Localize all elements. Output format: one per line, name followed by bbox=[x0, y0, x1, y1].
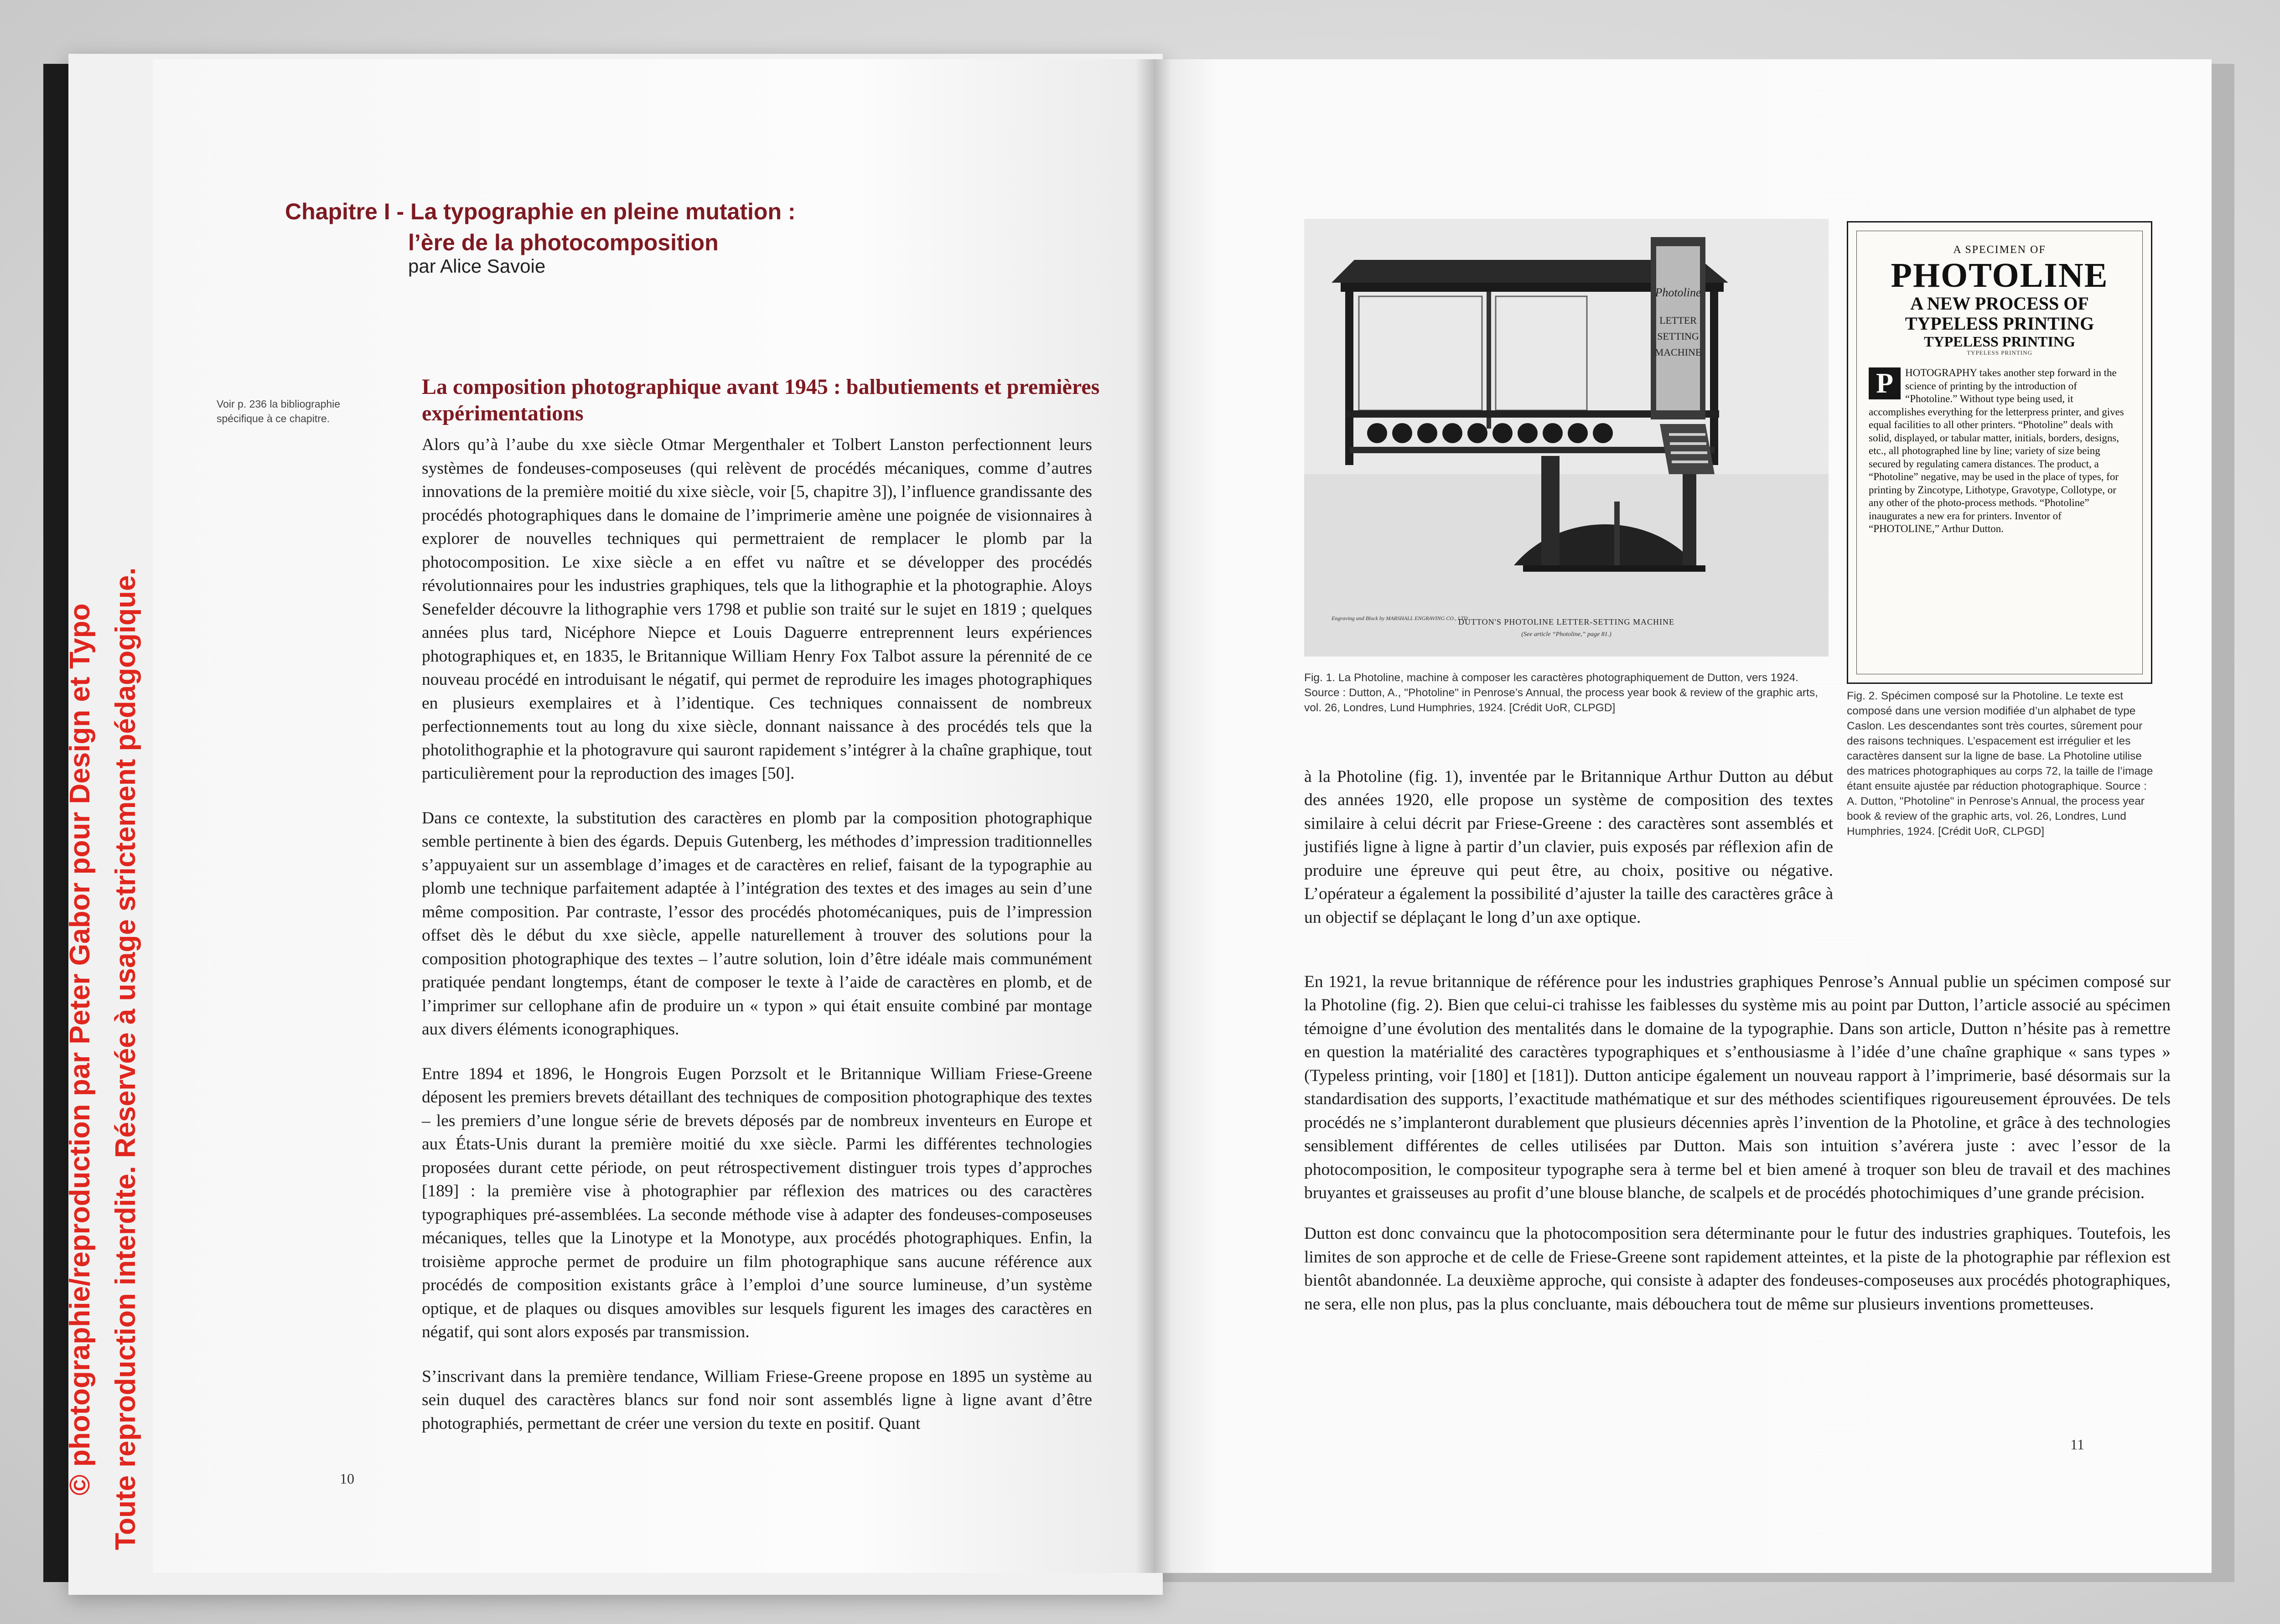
specimen-body-text: HOTOGRAPHY takes another step forward in the science of printing by the introduction of “Photoline.” Without type being used, it accomplishes everything for the letterpress printer, and gives equal facilities to all other printers. “Photoline” deals with solid, displayed, or tabular matter, initials, borders, designs, etc., all photographed line by line; variety of size being secured by regulating camera distances. The product, a “Photoline” negative, may be used in the place of types, for printing by Zincotype, Lithotype, Gravotype, Collotype, or any other of the photo-process methods. “Photoline” inaugurates a new era for printers. Inventor of “PHOTOLINE,” Arthur Dutton. bbox=[1869, 367, 2124, 534]
author: par Alice Savoie bbox=[408, 255, 546, 277]
figure-2-caption: Fig. 2. Spécimen composé sur la Photoline. Le texte est composé dans une version modifiée d’un alphabet de type Caslon. Les descendantes sont très courtes, sûrement pour des raisons techniques. L’espacement est irrégulier et les caractères dansent sur la ligne de base. La Photoline utilise des matrices photographiques au corps 72, la taille de l’image étant ensuite ajustée par réduction photographique. Source : A. Dutton, "Photoline" in Penrose’s Annual, the process year book & review of the graphic arts, vol. 26, Londres, Lund Humphries, 1924. [Crédit UoR, CLPGD] bbox=[1847, 690, 2153, 838]
paragraph: S’inscrivant dans la première tendance, William Friese-Greene propose en 1895 un système au sein duquel des caractères blancs sur fond noir sont assemblés ligne à ligne avant d’être photographiés, permettant de créer une version du texte en positif. Quant bbox=[422, 1367, 1092, 1433]
right-page bbox=[1154, 59, 2212, 1573]
specimen-frame bbox=[1856, 231, 2143, 674]
figure1-credit: Engraving and Block by MARSHALL ENGRAVING CO., LTD. bbox=[1332, 615, 1469, 621]
specimen-line5: TYPELESS PRINTING bbox=[1924, 333, 2075, 350]
specimen-line4: TYPELESS PRINTING bbox=[1905, 313, 2094, 334]
figure-1-caption: Fig. 1. La Photoline, machine à composer les caractères photographiquement de Dutton, vers 1924. Source : Dutton, A., "Photoline" in Penrose’s Annual, the process year book & review of the graphic arts, vol. 26, Londres, Lund Humphries, 1924. [Crédit UoR, CLPGD] bbox=[1304, 672, 1818, 714]
paragraph: Entre 1894 et 1896, le Hongrois Eugen Porzsolt et le Britannique William Friese-Greene déposent les premiers brevets détaillant des techniques de composition photographique des textes – les premiers d’une longue série de brevets déposés par de nombreux inventeurs en Europe et aux États-Unis durant la première moitié du xxe siècle. Parmi les différentes technologies proposées durant cette période, on peut rétrospectivement distinguer trois types d’approches [189] : la première vise à photographier par réflexion des matrices ou des caractères typographiques pré-assemblées. La seconde méthode vise à adapter des fondeuses-composeuses mécaniques, telles que la Linotype et la Monotype, aux procédés photographiques. Enfin, la troisième approche permet de produire un film photographique sans aucune référence aux procédés de composition existants grâce à l’emploi d’une source lumineuse, d’un système optique, et de plaques ou disques amovibles sur lesquels figurent les images des caractères en négatif, qui sont alors exposés par transmission. bbox=[422, 1064, 1092, 1341]
left-page bbox=[153, 59, 1154, 1573]
specimen-line3: A NEW PROCESS OF bbox=[1910, 293, 2089, 314]
page-number-right: 11 bbox=[2070, 1436, 2084, 1453]
photoline-machine-illustration bbox=[1304, 219, 1829, 657]
machine-label-3: SETTING bbox=[1657, 331, 1699, 342]
gutter-shadow bbox=[1135, 59, 1172, 1573]
watermark-line1: © photographie/reproduction par Peter Gabor pour Design et Typo bbox=[64, 603, 96, 1495]
sidenote: Voir p. 236 la bibliographie spécifique à ce chapitre. bbox=[217, 398, 341, 424]
section-title: La composition photographique avant 1945 : balbutiements et premières expérimentations bbox=[422, 375, 1100, 425]
left-body-text bbox=[422, 433, 1092, 1456]
right-body-text-b bbox=[1304, 953, 2171, 1333]
chapter-title-line2: l’ère de la photocomposition bbox=[408, 230, 719, 255]
specimen-line6: TYPELESS PRINTING bbox=[1967, 349, 2032, 356]
specimen-line1: A SPECIMEN OF bbox=[1953, 244, 2046, 256]
figure1-title: DUTTON'S PHOTOLINE LETTER-SETTING MACHINE bbox=[1458, 617, 1675, 626]
specimen-title: PHOTOLINE bbox=[1891, 256, 2109, 295]
machine-label-1: Photoline bbox=[1655, 286, 1701, 299]
right-body-text-a bbox=[1304, 748, 1833, 946]
machine-label-2: LETTER bbox=[1659, 315, 1697, 326]
page-number-left: 10 bbox=[340, 1470, 354, 1487]
paragraph: à la Photoline (fig. 1), inventée par le Britannique Arthur Dutton au début des années 1920, elle propose un système de composition des textes similaire à celui décrit par Friese-Greene : des caractères sont assemblés et justifiés ligne à ligne à partir d’un clavier, puis exposés par réflexion afin de produire une épreuve qui peut être, au choix, positive ou négative. L’opérateur a également la possibilité d’ajuster la taille des caractères grâce à un objectif se déplaçant le long d’un axe optique. bbox=[1304, 767, 1833, 927]
paragraph: Dutton est donc convaincu que la photocomposition sera déterminante pour le futur des industries graphiques. Toutefois, les limites de son approche et de celle de Friese-Greene sont rapidement atteintes, et la piste de la photographie par réflexion est bientôt abandonnée. La deuxième approche, qui consiste à adapter des fondeuses-composeuses aux procédés photographiques, ne sera, elle non plus, pas la plus concluante, mais débouchera tout de même sur plusieurs inventions prometteuses. bbox=[1304, 1224, 2171, 1314]
figure-2-specimen bbox=[1847, 221, 2152, 684]
paragraph: Dans ce contexte, la substitution des caractères en plomb par la composition photographique semble pertinente à bien des égards. Depuis Gutenberg, les méthodes d’impression traditionnelles s’appuyaient sur un assemblage d’images et de caractères en relief, faisant de la typographie au plomb une technique parfaitement adaptée à l’intégration des textes et des images au sein d’une même composition. Par contraste, l’essor des procédés photomécaniques, puis de l’impression offset dès le début du xxe siècle, appelle naturellement à trouver des solutions pour la composition photographique des textes – l’autre solution, loin d’être idéale mais communément pratiquée pendant longtemps, étant de composer le texte à l’aide de caractères en plomb, et de l’imprimer sur cellophane afin de produire un « typon » qui était ensuite combiné par montage aux divers éléments iconographiques. bbox=[422, 808, 1092, 1039]
chapter-title-line1: Chapitre I - La typographie en pleine mutation : bbox=[285, 199, 796, 224]
machine-label-4: MACHINE bbox=[1654, 347, 1702, 358]
watermark-line2: Toute reproduction interdite. Réservée à usage strictement pédagogique. bbox=[110, 567, 141, 1550]
paragraph: Alors qu’à l’aube du xxe siècle Otmar Mergenthaler et Tolbert Lanston perfectionnent leurs systèmes de fondeuses-composeuses (qui relèvent de procédés mécaniques, comme d’autres innovations de la première moitié du xixe siècle, voir [5, chapitre 3]), l’influence grandissante des procédés photographiques dans le domaine de l’imprimerie amène une poignée de visionnaires à explorer de nouvelles techniques qui permettraient de remplacer le plomb par la photocomposition. Le xixe siècle a en effet vu naître et se développer des procédés révolutionnaires pour les industries graphiques, tels que la lithographie et la photographie. Aloys Senefelder découvre la lithographie vers 1798 et publie son traité sur le sujet en 1819 ; quelques années plus tard, Nicéphore Niepce et Louis Daguerre entreprennent leurs expériences photographiques et, en 1835, le Britannique William Henry Fox Talbot assure la pérennité de ce nouveau procédé en introduisant le négatif, qui permet de reproduire les images photographiques en plusieurs exemplaires et à l’identique. Ces techniques connaissent de nombreux perfectionnements tout au long du xixe siècle, donnant naissance à des procédés tels que la photolithographie et la photogravure qui sauront rapidement s’intégrer à la chaîne graphique, tout particulièrement pour la reproduction des images [50]. bbox=[422, 435, 1092, 783]
paragraph: En 1921, la revue britannique de référence pour les industries graphiques Penrose’s Annual publie un spécimen composé sur la Photoline (fig. 2). Bien que celui-ci trahisse les faiblesses du système mis au point par Dutton, l’article associé au spécimen témoigne d’une évolution des mentalités dans le domaine de la typographie. Dans son article, Dutton n’hésite pas à remettre en question la matérialité des caractères typographiques et s’enthousiasme à l’idée d’une chaîne graphique « sans types » (Typeless printing, voir [180] et [181]). Dutton anticipe également un nouveau rapport à l’imprimerie, basé désormais sur la standardisation des supports, l’exactitude mathématique et sur des méthodes scientifiques rigoureusement éprouvées. De tels procédés ne s’implanteront durablement que plusieurs décennies après l’invention de la Photoline, et grâce à des technologies sensiblement différentes de celles utilisées par Dutton. Mais son intuition s’avérera juste : avec l’essor de la photocomposition, le compositeur typographe sera à terme bel et bien amené à troquer son bleu de travail et des machines bruyantes et graisseuses au profit d’une blouse blanche, de scalpels et de procédés photochimiques d’une grande précision. bbox=[1304, 972, 2171, 1202]
figure-1-machine-photo bbox=[1304, 219, 1829, 657]
specimen-body bbox=[1869, 367, 2130, 536]
chapter-title bbox=[285, 196, 969, 258]
figure1-sub: (See article “Photoline,” page 81.) bbox=[1521, 631, 1612, 638]
dropcap: P bbox=[1869, 367, 1901, 399]
